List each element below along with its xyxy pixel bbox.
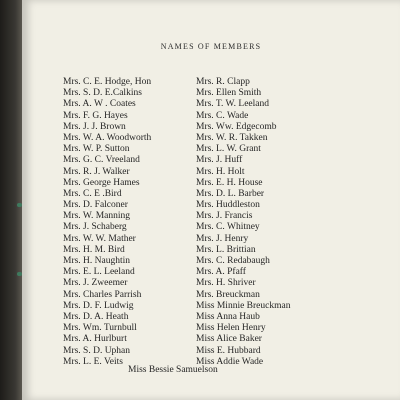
member-name: Mrs. G. C. Vreeland [63, 155, 140, 166]
binding-edge [0, 0, 22, 400]
member-name: Mrs. W. W. Mather [63, 233, 136, 244]
member-name: Mrs. H. M. Bird [63, 244, 125, 255]
member-name: Mrs. George Hames [63, 177, 140, 188]
member-name: Mrs. L. W. Grant [196, 144, 261, 155]
page-title: NAMES OF MEMBERS [160, 42, 262, 51]
member-name: Mrs. J. Zweemer [63, 278, 128, 289]
member-list-left [63, 77, 151, 368]
member-name: Miss Anna Haub [196, 311, 260, 322]
member-name: Mrs. L. E. Veits [63, 356, 123, 367]
member-name: Mrs. D. Falconer [63, 200, 128, 211]
member-name: Mrs. H. Holt [196, 166, 245, 177]
member-name: Mrs. Breuckman [196, 289, 260, 300]
member-name: Mrs. W. Manning [63, 211, 131, 222]
member-name: Mrs. C. Redabaugh [196, 256, 270, 266]
member-name: Mrs. W. A. Woodworth [63, 132, 152, 143]
member-name: Mrs. A. Hurlburt [63, 334, 127, 345]
member-name: Miss Alice Baker [196, 334, 262, 345]
member-name: Mrs. Wm. Turnbull [63, 323, 137, 334]
member-name: Mrs. Ellen Smith [196, 88, 262, 99]
member-name: Miss Addie Wade [196, 356, 264, 367]
member-name: Mrs. D. A. Heath [63, 311, 129, 322]
member-name: Mrs. J. Huff [196, 155, 243, 166]
member-name: Mrs. J. Francis [196, 211, 253, 222]
member-name: Mrs. L. Brittian [196, 244, 256, 255]
document-page [22, 0, 400, 400]
member-name: Mrs. H. Naughtin [63, 256, 131, 266]
member-name: Mrs. A. W . Coates [63, 99, 136, 110]
member-name: Mrs. W. P. Sutton [63, 144, 130, 155]
member-name: Mrs. C. Wade [196, 110, 249, 121]
member-name: Mrs. C. Whitney [196, 222, 260, 233]
member-name-final: Miss Bessie Samuelson [128, 365, 218, 375]
member-name: Mrs. Charles Parrish [63, 289, 142, 300]
member-name: Mrs. D. F. Ludwig [63, 300, 134, 311]
member-name: Mrs. J. Henry [196, 233, 249, 244]
member-list-right [196, 77, 290, 368]
member-name: Mrs. F. G. Hayes [63, 110, 128, 121]
member-name: Miss Helen Henry [196, 323, 266, 334]
member-name: Miss Minnie Breuckman [196, 300, 291, 311]
member-name: Mrs. J. Schaberg [63, 222, 127, 233]
member-name: Mrs. C. E .Bird [63, 188, 122, 199]
member-name: Mrs. R. J. Walker [63, 166, 130, 177]
member-name: Mrs. S. D. Uphan [63, 345, 131, 356]
member-name: Miss E. Hubbard [196, 345, 261, 356]
member-name: Mrs. W. R. Takken [196, 132, 268, 143]
member-name: Mrs. Huddleston [196, 200, 260, 211]
member-name: Mrs. S. D. E.Calkins [63, 88, 142, 99]
member-name: Mrs. T. W. Leeland [196, 99, 269, 110]
member-name: Mrs. A. Pfaff [196, 267, 246, 278]
member-name: Mrs. C. E. Hodge, Hon [63, 77, 152, 87]
member-name: Mrs. J. J. Brown [63, 121, 126, 132]
member-name: Mrs. E. H. House [196, 177, 263, 188]
member-name: Mrs. D. L. Barber [196, 188, 265, 199]
member-name: Mrs. E. L. Leeland [63, 267, 135, 278]
member-name: Mrs. Ww. Edgecomb [196, 121, 277, 132]
member-name: Mrs. R. Clapp [196, 77, 250, 87]
member-name: Mrs. H. Shriver [196, 278, 256, 289]
